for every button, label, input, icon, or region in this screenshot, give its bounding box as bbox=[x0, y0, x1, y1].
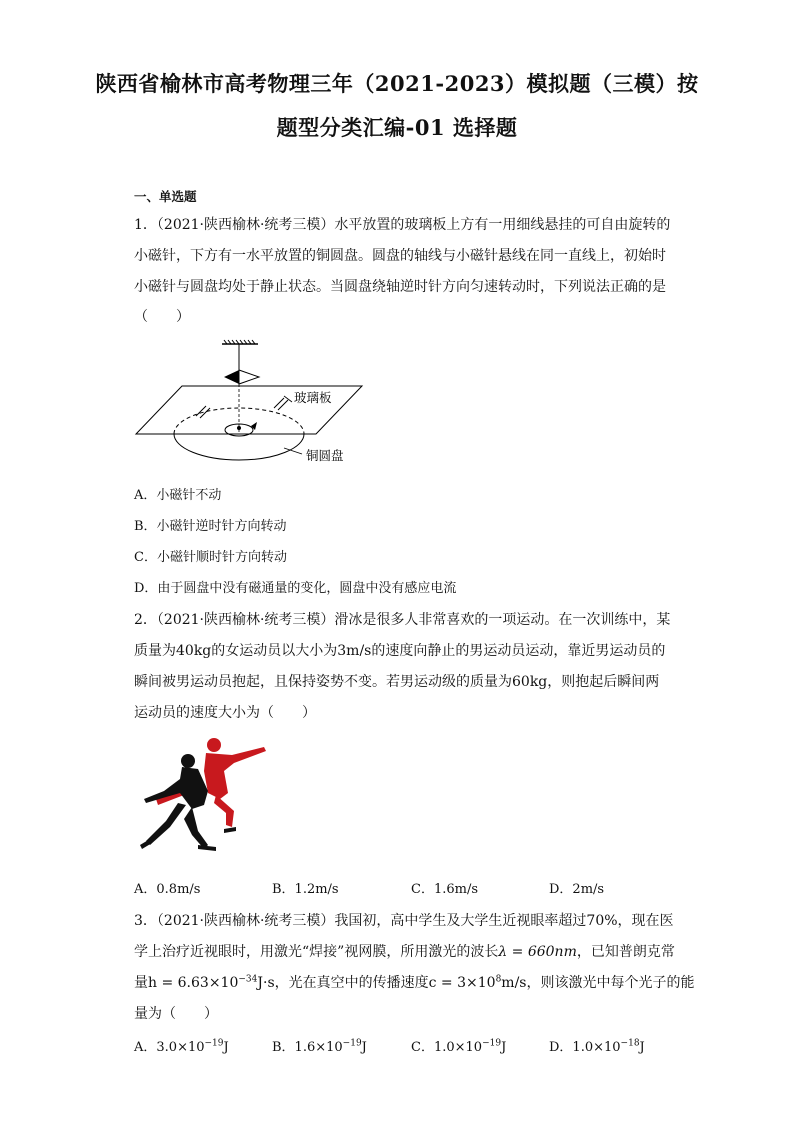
q2-option-b[interactable]: B．1.2m/s bbox=[272, 882, 339, 897]
q2-option-d[interactable]: D．2m/s bbox=[549, 882, 605, 897]
q3-line-2: 学上治疗近视眼时，用激光“焊接”视网膜，所用激光的波长λ = 660nm，已知普朗克常 bbox=[134, 944, 675, 960]
section-heading: 一、单选题 bbox=[134, 189, 197, 204]
light-speed: $c = 3\times 10^8m/s$ bbox=[428, 974, 527, 991]
doc-title-line1: 陕西省榆林市高考物理三年（2021-2023）模拟题（三模）按 bbox=[95, 71, 699, 96]
doc-title-line2: 题型分类汇编-01 选择题 bbox=[276, 115, 518, 140]
q2-line-3: 瞬间被男运动员抱起，且保持姿势不变。若男运动级的质量为60kg，则抱起后瞬间两 bbox=[134, 674, 660, 690]
magnet-needle-icon bbox=[224, 370, 239, 384]
speed-value: 3m/s bbox=[337, 643, 372, 659]
q2-figure-skaters bbox=[136, 735, 276, 861]
q1-line-2: 小磁针，下方有一水平放置的铜圆盘。圆盘的轴线与小磁针悬线在同一直线上，初始时 bbox=[134, 248, 666, 264]
copper-disk-label: 铜圆盘 bbox=[306, 448, 344, 463]
q2-line-1: 2．（2021·陕西榆林·统考三模）滑冰是很多人非常喜欢的一项运动。在一次训练中，某 bbox=[134, 612, 671, 628]
q2-option-c[interactable]: C．1.6m/s bbox=[411, 882, 478, 897]
q3-line-1: 3．（2021·陕西榆林·统考三模）我国初，高中学生及大学生近视眼率超过70%，现在医 bbox=[134, 913, 674, 929]
q3-option-b[interactable]: B．$1.6\times 10^{-19}J$ bbox=[272, 1038, 367, 1055]
q2-line-2: 质量为40kg的女运动员以大小为3m/s的速度向静止的男运动员运动，靠近男运动员的 bbox=[134, 643, 666, 659]
q1-option-a[interactable]: A．小磁针不动 bbox=[134, 488, 222, 503]
q1-option-d[interactable]: D．由于圆盘中没有磁通量的变化，圆盘中没有感应电流 bbox=[134, 581, 457, 596]
q3-line-4: 量为（ ） bbox=[134, 1006, 218, 1022]
mass-male: 60kg bbox=[512, 674, 548, 690]
q3-option-c[interactable]: C．$1.0\times 10^{-19}J$ bbox=[411, 1038, 507, 1055]
glass-plate-label: 玻璃板 bbox=[294, 390, 332, 405]
q3-option-d[interactable]: D．$1.0\times 10^{-18}J$ bbox=[549, 1038, 645, 1055]
q1-line-3: 小磁针与圆盘均处于静止状态。当圆盘绕轴逆时针方向匀速转动时，下列说法正确的是 bbox=[134, 279, 666, 295]
q2-line-4: 运动员的速度大小为（ ） bbox=[134, 705, 316, 721]
wavelength-value: λ = 660nm bbox=[498, 944, 577, 960]
q1-line-4: （ ） bbox=[134, 309, 190, 325]
q1-option-c[interactable]: C．小磁针顺时针方向转动 bbox=[134, 550, 287, 565]
q3-option-a[interactable]: A．$3.0\times 10^{-19}J$ bbox=[134, 1038, 229, 1055]
q3-line-3: 量$h = 6.63\times 10^{-34}J\cdot s$，光在真空中的传播速度$c = 3\times 10^8m/s$，则该激光中每个光子的能 bbox=[134, 974, 695, 991]
q1-figure-magnet-glass-disk bbox=[134, 338, 374, 468]
mass-female: 40kg bbox=[176, 643, 212, 659]
q2-option-a[interactable]: A．0.8m/s bbox=[134, 882, 201, 897]
q1-option-b[interactable]: B．小磁针逆时针方向转动 bbox=[134, 519, 287, 534]
q1-line-1: 1．（2021·陕西榆林·统考三模）水平放置的玻璃板上方有一用细线悬挂的可自由旋转的 bbox=[134, 217, 671, 233]
planck-constant: $h = 6.63\times 10^{-34}J\cdot s$ bbox=[148, 974, 275, 991]
